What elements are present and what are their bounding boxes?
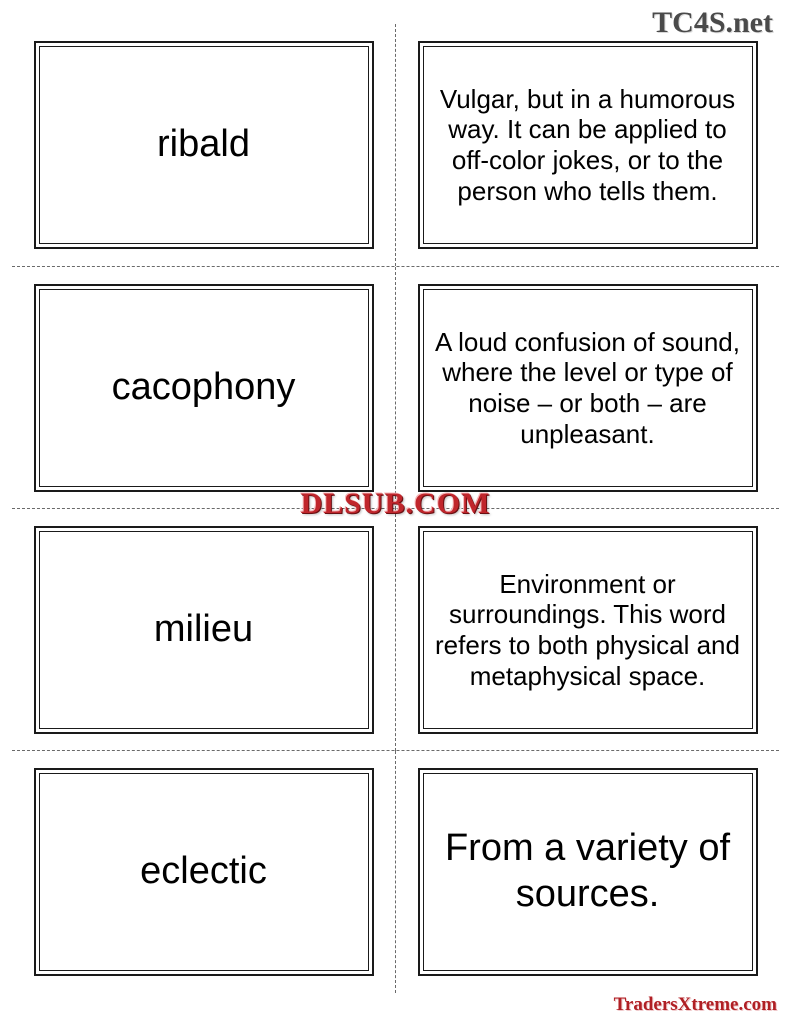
flashcard-definition-text: Environment or surroundings. This word refers to both physical and metaphysical space. [435, 568, 740, 691]
flashcard-row [12, 266, 779, 508]
flashcard-definition-cell [396, 751, 779, 993]
flashcard-term-cell [12, 509, 395, 751]
flashcard-definition-cell [396, 267, 779, 509]
flashcard-term-cell [12, 267, 395, 509]
watermark-top-right: TC4S.net [652, 6, 773, 39]
flashcard-term-card [34, 284, 374, 492]
flashcard-term-cell [12, 24, 395, 266]
flashcard-term-card [34, 768, 374, 976]
watermark-center: DLSUB.COM [300, 487, 491, 520]
flashcard-term-text: cacophony [111, 366, 296, 409]
flashcard-term-cell [12, 751, 395, 993]
flashcard-row [12, 750, 779, 992]
flashcard-term-text: eclectic [140, 850, 267, 893]
flashcard-definition-text: A loud confusion of sound, where the level or type of noise – or both – are unpleasant. [434, 326, 740, 449]
flashcard-definition-text: From a variety of sources. [444, 827, 731, 915]
flashcard-definition-card [418, 768, 758, 976]
flashcard-definition-card [418, 526, 758, 734]
flashcard-definition-inner [423, 46, 753, 244]
flashcard-definition-inner [423, 289, 753, 487]
flashcard-term-text: milieu [153, 608, 254, 651]
flashcard-definition-inner [423, 773, 753, 971]
flashcard-term-inner [39, 531, 369, 729]
flashcard-definition-cell [396, 509, 779, 751]
flashcard-definition-card [418, 284, 758, 492]
watermark-bottom-right: TradersXtreme.com [613, 994, 777, 1015]
flashcard-term-card [34, 41, 374, 249]
flashcard-term-card [34, 526, 374, 734]
flashcard-definition-text: Vulgar, but in a humorous way. It can be applied to off-color jokes, or to the person who tells them. [439, 83, 736, 206]
flashcard-definition-cell [396, 24, 779, 266]
flashcard-term-inner [39, 289, 369, 487]
flashcard-row [12, 508, 779, 750]
flashcard-definition-inner [423, 531, 753, 729]
flashcard-term-text: ribald [157, 123, 250, 166]
flashcard-term-inner [39, 46, 369, 244]
flashcard-definition-card [418, 41, 758, 249]
flashcard-row [12, 24, 779, 266]
flashcard-term-inner [39, 773, 369, 971]
